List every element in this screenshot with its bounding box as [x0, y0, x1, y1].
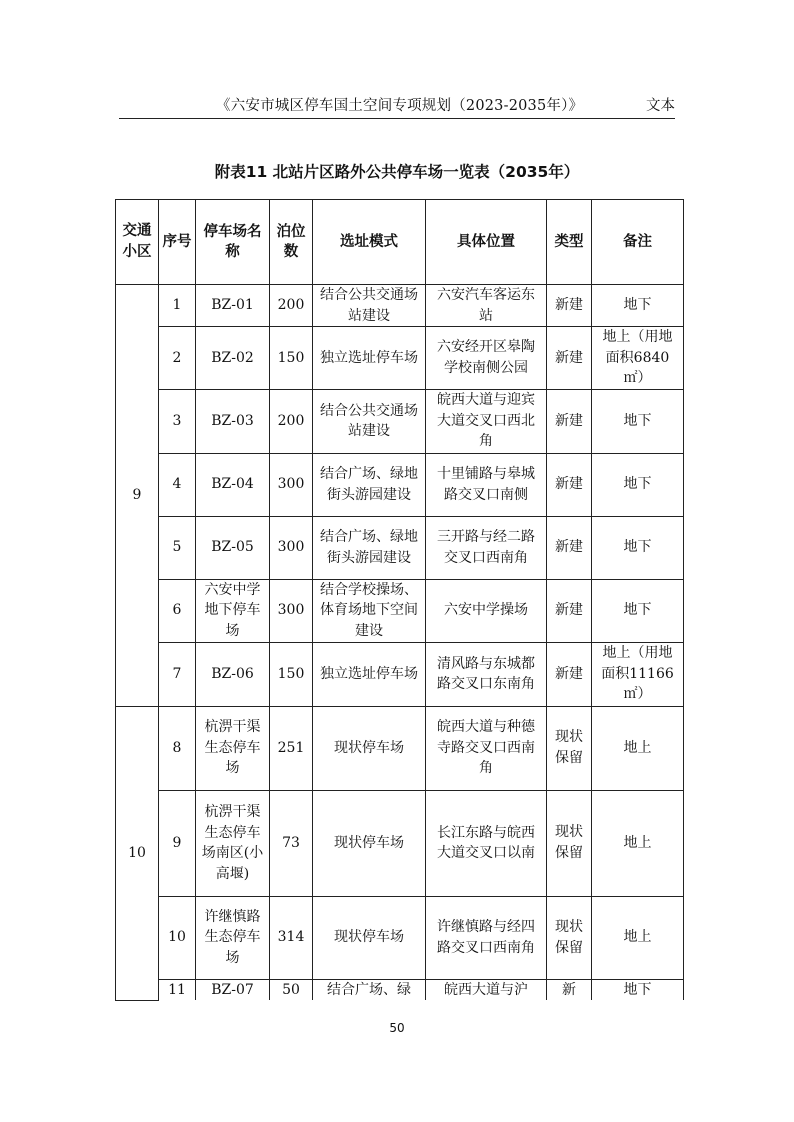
row-spaces: 300	[270, 516, 313, 579]
row-type: 新建	[547, 285, 592, 327]
row-note: 地下	[592, 389, 684, 453]
row-note: 地上	[592, 896, 684, 979]
row-type: 现状保留	[547, 896, 592, 979]
row-mode: 结合公共交通场站建设	[313, 285, 426, 327]
row-name: BZ-06	[196, 642, 270, 706]
table-row	[116, 642, 684, 706]
row-location: 皖西大道与沪	[426, 979, 547, 1000]
row-spaces: 150	[270, 327, 313, 390]
row-name: 六安中学地下停车场	[196, 579, 270, 642]
row-note: 地上	[592, 790, 684, 896]
parking-table	[115, 199, 684, 1001]
row-location: 皖西大道与种德寺路交叉口西南角	[426, 706, 547, 790]
row-no: 11	[159, 979, 196, 1000]
row-note: 地下	[592, 516, 684, 579]
row-location: 六安中学操场	[426, 579, 547, 642]
row-mode: 独立选址停车场	[313, 327, 426, 390]
table-row	[116, 327, 684, 390]
header-rule	[119, 118, 675, 119]
row-no: 1	[159, 285, 196, 327]
table-row	[116, 285, 684, 327]
table-row	[116, 896, 684, 979]
row-spaces: 251	[270, 706, 313, 790]
col-header-zone: 交通小区	[116, 200, 159, 285]
row-note: 地下	[592, 979, 684, 1000]
row-name: BZ-04	[196, 453, 270, 516]
table-header-row	[116, 200, 684, 285]
row-location: 长江东路与皖西大道交叉口以南	[426, 790, 547, 896]
row-mode: 结合学校操场、体育场地下空间建设	[313, 579, 426, 642]
row-location: 十里铺路与皋城路交叉口南侧	[426, 453, 547, 516]
row-location: 三开路与经二路交叉口西南角	[426, 516, 547, 579]
row-no: 4	[159, 453, 196, 516]
row-type: 现状保留	[547, 790, 592, 896]
row-mode: 结合广场、绿地街头游园建设	[313, 516, 426, 579]
row-name: 许继慎路生态停车场	[196, 896, 270, 979]
table-row	[116, 389, 684, 453]
row-mode: 结合广场、绿地街头游园建设	[313, 453, 426, 516]
row-note: 地上	[592, 706, 684, 790]
row-spaces: 314	[270, 896, 313, 979]
row-note: 地上（用地面积11166㎡）	[592, 642, 684, 706]
col-header-type: 类型	[547, 200, 592, 285]
table-row	[116, 453, 684, 516]
row-spaces: 50	[270, 979, 313, 1000]
row-type: 新建	[547, 642, 592, 706]
row-no: 6	[159, 579, 196, 642]
row-spaces: 300	[270, 453, 313, 516]
row-type: 新建	[547, 516, 592, 579]
row-no: 2	[159, 327, 196, 390]
row-mode: 现状停车场	[313, 896, 426, 979]
row-name: 杭淠干渠生态停车场	[196, 706, 270, 790]
zone-cell: 9	[116, 285, 159, 707]
table-row	[116, 706, 684, 790]
row-mode: 现状停车场	[313, 790, 426, 896]
row-mode: 独立选址停车场	[313, 642, 426, 706]
col-header-location: 具体位置	[426, 200, 547, 285]
row-location: 清风路与东城都路交叉口东南角	[426, 642, 547, 706]
row-note: 地下	[592, 579, 684, 642]
row-note: 地下	[592, 285, 684, 327]
table-row	[116, 516, 684, 579]
row-type: 新建	[547, 579, 592, 642]
row-mode: 现状停车场	[313, 706, 426, 790]
row-location: 六安汽车客运东站	[426, 285, 547, 327]
page-number: 50	[389, 1021, 405, 1035]
table-row	[116, 579, 684, 642]
row-no: 7	[159, 642, 196, 706]
row-location: 皖西大道与迎宾大道交叉口西北角	[426, 389, 547, 453]
row-type: 新	[547, 979, 592, 1000]
row-name: 杭淠干渠生态停车场南区(小高堰)	[196, 790, 270, 896]
row-spaces: 200	[270, 389, 313, 453]
row-no: 10	[159, 896, 196, 979]
row-type: 现状保留	[547, 706, 592, 790]
row-name: BZ-03	[196, 389, 270, 453]
row-spaces: 73	[270, 790, 313, 896]
col-header-mode: 选址模式	[313, 200, 426, 285]
row-note: 地下	[592, 453, 684, 516]
row-type: 新建	[547, 389, 592, 453]
zone-cell: 10	[116, 706, 159, 1000]
document-header-label: 文本	[646, 98, 675, 114]
row-no: 9	[159, 790, 196, 896]
row-spaces: 300	[270, 579, 313, 642]
row-no: 3	[159, 389, 196, 453]
table-title: 附表11 北站片区路外公共停车场一览表（2035年）	[214, 163, 580, 181]
row-location: 六安经开区皋陶学校南侧公园	[426, 327, 547, 390]
row-mode: 结合广场、绿	[313, 979, 426, 1000]
col-header-name: 停车场名称	[196, 200, 270, 285]
row-mode: 结合公共交通场站建设	[313, 389, 426, 453]
row-type: 新建	[547, 327, 592, 390]
row-type: 新建	[547, 453, 592, 516]
row-note: 地上（用地面积6840㎡）	[592, 327, 684, 390]
col-header-spaces: 泊位数	[270, 200, 313, 285]
col-header-no: 序号	[159, 200, 196, 285]
row-name: BZ-07	[196, 979, 270, 1000]
row-name: BZ-01	[196, 285, 270, 327]
document-header-title: 《六安市城区停车国土空间专项规划（2023-2035年）》	[216, 98, 584, 114]
row-no: 5	[159, 516, 196, 579]
row-spaces: 150	[270, 642, 313, 706]
col-header-note: 备注	[592, 200, 684, 285]
table-row	[116, 979, 684, 1000]
row-spaces: 200	[270, 285, 313, 327]
row-name: BZ-02	[196, 327, 270, 390]
row-name: BZ-05	[196, 516, 270, 579]
row-no: 8	[159, 706, 196, 790]
row-location: 许继慎路与经四路交叉口西南角	[426, 896, 547, 979]
table-row	[116, 790, 684, 896]
